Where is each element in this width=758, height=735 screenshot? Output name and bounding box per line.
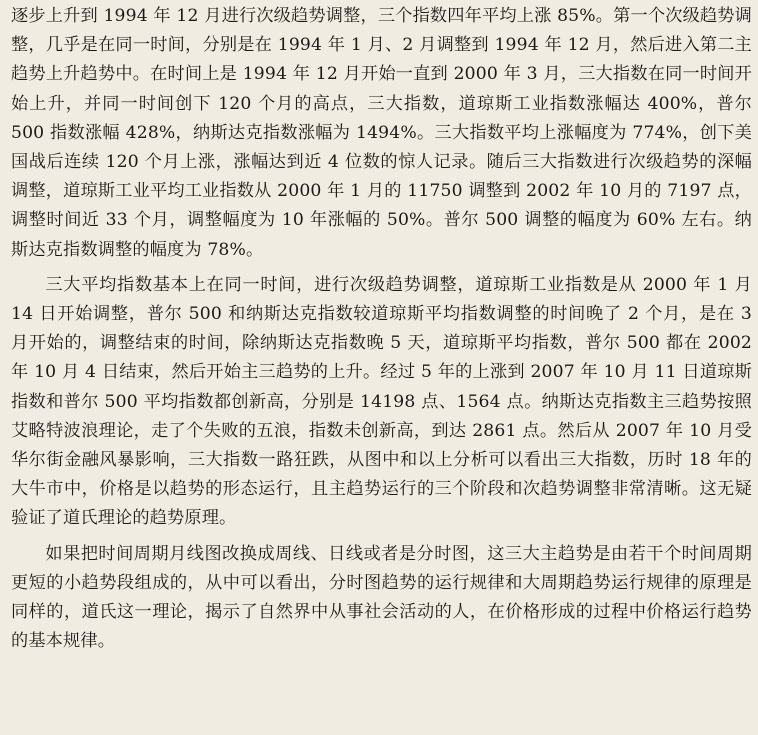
paragraph-1: 逐步上升到 1994 年 12 月进行次级趋势调整，三个指数四年平均上涨 85%。第一个次级趋势调整，几乎是在同一时间，分别是在 1994 年 1 月、2 月调整到 1994 年 12 月，然后进入第二主趋势上升趋势中。在时间上是 1994 年 12 月开始一直到 2000 年 3 月，三大指数在同一时间开始上升，并同一时间创下 120 个月的高点，三大指数，道琼斯工业指数涨幅达 400%，普尔 500 指数涨幅 428%，纳斯达克指数涨幅为 1494%。三大指数平均上涨幅度为 774%，创下美国战后连续 120 个月上涨，涨幅达到近 4 位数的惊人记录。随后三大指数进行次级趋势的深幅调整，道琼斯工业平均工业指数从 2000 年 1 月的 11750 调整到 2002 年 10 月的 7197 点，调整时间近 33 个月，调整幅度为 10 年涨幅的 50%。普尔 500 调整的幅度为 60% 左右。纳斯达克指数调整的幅度为 78%。 — [11, 6, 752, 260]
paragraph-2: 三大平均指数基本上在同一时间，进行次级趋势调整，道琼斯工业指数是从 2000 年 1 月 14 日开始调整，普尔 500 和纳斯达克指数较道琼斯平均指数调整的时间晚了 2 个月，是在 3 月开始的，调整结束的时间，除纳斯达克指数晚 5 天，道琼斯平均指数，普尔 500 都在 2002 年 10 月 4 日结束，然后开始主三趋势的上升。经过 5 年的上涨到 2007 年 10 月 11 日道琼斯指数和普尔 500 平均指数都创新高，分别是 14198 点、1564 点。纳斯达克指数主三趋势按照艾略特波浪理论，走了个失败的五浪，指数未创新高，到达 2861 点。然后从 2007 年 10 月受华尔街金融风暴影响，三大指数一路狂跌，从图中和以上分析可以看出三大指数，历时 18 年的大牛市中，价格是以趋势的形态运行，且主趋势运行的三个阶段和次趋势调整非常清晰。这无疑验证了道氏理论的趋势原理。 — [11, 274, 752, 529]
paragraph-3: 如果把时间周期月线图改换成周线、日线或者是分时图，这三大主趋势是由若干个时间周期更短的小趋势段组成的，从中可以看出，分时图趋势的运行规律和大周期趋势运行规律的原理是同样的，道氏这一理论，揭示了自然界中从事社会活动的人，在价格形成的过程中价格运行趋势的基本规律。 — [11, 543, 752, 652]
